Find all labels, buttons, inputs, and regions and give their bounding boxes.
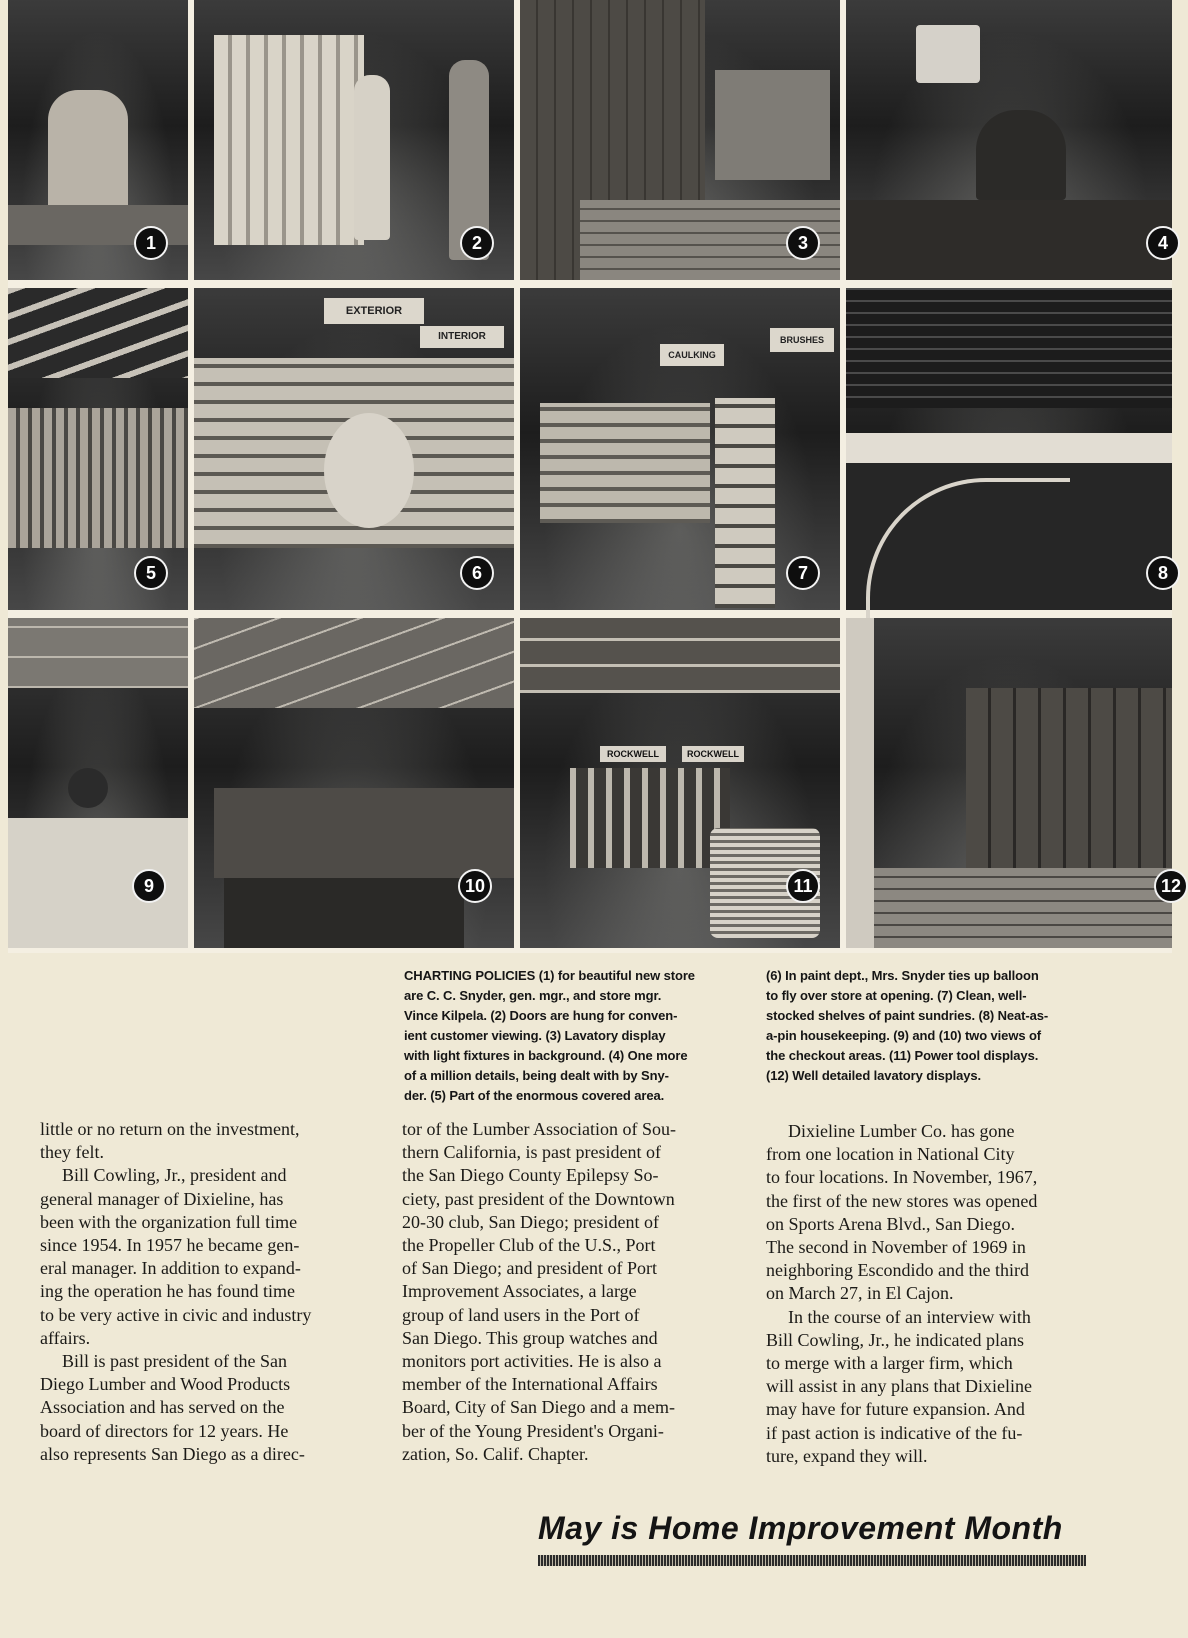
caption-line: der. (5) Part of the enormous covered area. (404, 1088, 665, 1103)
photo-4 (846, 0, 1172, 280)
line: ber of the Young President's Organi- (402, 1420, 664, 1441)
slogan: May is Home Improvement Month (538, 1510, 1063, 1546)
photo-number-badge: 7 (786, 556, 820, 590)
photo-number-badge: 11 (786, 869, 820, 903)
line: board of directors for 12 years. He (40, 1420, 289, 1441)
article-column-2 (402, 1118, 726, 1466)
line: Diego Lumber and Wood Products (40, 1374, 291, 1395)
sign-caulking: CAULKING (660, 344, 724, 366)
line: on March 27, in El Cajon. (766, 1283, 954, 1304)
caption-line: CHARTING POLICIES (1) for beautiful new store (404, 968, 695, 983)
photo-number-badge: 12 (1154, 869, 1188, 903)
line: the San Diego County Epilepsy So- (402, 1165, 659, 1186)
line: Bill is past president of the San (62, 1351, 287, 1372)
photo-number-badge: 4 (1146, 226, 1180, 260)
caption-line: Vince Kilpela. (2) Doors are hung for conven- (404, 1008, 678, 1023)
line: also represents San Diego as a direc- (40, 1443, 305, 1464)
line: Board, City of San Diego and a mem- (402, 1397, 675, 1418)
caption-line: of a million details, being dealt with by Sny- (404, 1068, 669, 1083)
line: little or no return on the investment, (40, 1119, 300, 1139)
line: member of the International Affairs (402, 1374, 658, 1395)
line: ing the operation he has found time (40, 1281, 295, 1302)
line: 20-30 club, San Diego; president of (402, 1211, 659, 1232)
article-column-1 (40, 1118, 364, 1466)
line: monitors port activities. He is also a (402, 1351, 662, 1372)
sign-exterior: EXTERIOR (324, 298, 424, 324)
line: since 1954. In 1957 he became gen- (40, 1235, 300, 1256)
caption-line: to fly over store at opening. (7) Clean, well- (766, 988, 1027, 1003)
line: thern California, is past president of (402, 1142, 661, 1163)
line: eral manager. In addition to expand- (40, 1258, 301, 1279)
line: affairs. (40, 1327, 91, 1348)
photo-number-badge: 8 (1146, 556, 1180, 590)
line: tor of the Lumber Association of Sou- (402, 1119, 676, 1139)
photo-number-badge: 3 (786, 226, 820, 260)
line: The second in November of 1969 in (766, 1237, 1026, 1258)
photo-2 (194, 0, 514, 280)
line: of San Diego; and president of Port (402, 1258, 657, 1279)
caption-line: (6) In paint dept., Mrs. Snyder ties up balloon (766, 968, 1039, 983)
caption-line: the checkout areas. (11) Power tool displays. (766, 1048, 1039, 1063)
photo-number-badge: 9 (132, 869, 166, 903)
photo-11 (520, 618, 840, 948)
line: the first of the new stores was opened (766, 1190, 1038, 1211)
line: to four locations. In November, 1967, (766, 1167, 1038, 1188)
photo-6 (194, 288, 514, 610)
sign-brushes: BRUSHES (770, 328, 834, 352)
line: on Sports Arena Blvd., San Diego. (766, 1213, 1015, 1234)
line: if past action is indicative of the fu- (766, 1422, 1023, 1443)
photo-9 (8, 618, 188, 948)
line: In the course of an interview with (788, 1306, 1031, 1327)
photo-number-badge: 1 (134, 226, 168, 260)
line: to be very active in civic and industry (40, 1304, 312, 1325)
line: Improvement Associates, a large (402, 1281, 637, 1302)
line: to merge with a larger firm, which (766, 1353, 1013, 1374)
photo-1 (8, 0, 188, 280)
photo-3 (520, 0, 840, 280)
line: ture, expand they will. (766, 1445, 928, 1466)
line: the Propeller Club of the U.S., Port (402, 1235, 656, 1256)
photo-number-badge: 6 (460, 556, 494, 590)
line: general manager of Dixieline, has (40, 1188, 284, 1209)
line: will assist in any plans that Dixieline (766, 1376, 1032, 1397)
line: group of land users in the Port of (402, 1304, 640, 1325)
caption-line: stocked shelves of paint sundries. (8) Neat-as- (766, 1008, 1049, 1023)
line: been with the organization full time (40, 1211, 298, 1232)
line: they felt. (40, 1142, 104, 1163)
photo-5 (8, 288, 188, 610)
sign-rockwell: ROCKWELL (600, 746, 666, 762)
photo-grid (8, 0, 1182, 953)
article-column-3 (766, 1120, 1090, 1468)
photo-number-badge: 2 (460, 226, 494, 260)
photo-caption-right (766, 966, 1096, 1086)
sign-interior: INTERIOR (420, 326, 504, 348)
caption-line: with light fixtures in background. (4) One more (404, 1048, 688, 1063)
line: ciety, past president of the Downtown (402, 1188, 675, 1209)
photo-number-badge: 10 (458, 869, 492, 903)
line: Bill Cowling, Jr., he indicated plans (766, 1329, 1024, 1350)
line: zation, So. Calif. Chapter. (402, 1443, 589, 1464)
caption-line: ient customer viewing. (3) Lavatory display (404, 1028, 666, 1043)
line: Association and has served on the (40, 1397, 285, 1418)
photo-8 (846, 288, 1172, 610)
line: Dixieline Lumber Co. has gone (788, 1121, 1015, 1141)
caption-line: a-pin housekeeping. (9) and (10) two views of (766, 1028, 1042, 1043)
line: neighboring Escondido and the third (766, 1260, 1029, 1281)
slogan-rule (538, 1555, 1086, 1566)
line: from one location in National City (766, 1144, 1015, 1165)
caption-line: are C. C. Snyder, gen. mgr., and store mgr. (404, 988, 662, 1003)
sign-rockwell-2: ROCKWELL (682, 746, 744, 762)
line: San Diego. This group watches and (402, 1327, 658, 1348)
photo-7 (520, 288, 840, 610)
photo-caption-left (404, 966, 730, 1106)
photo-number-badge: 5 (134, 556, 168, 590)
photo-10 (194, 618, 514, 948)
line: Bill Cowling, Jr., president and (62, 1165, 287, 1186)
caption-line: (12) Well detailed lavatory displays. (766, 1068, 981, 1083)
photo-12 (846, 618, 1182, 948)
line: may have for future expansion. And (766, 1399, 1025, 1420)
